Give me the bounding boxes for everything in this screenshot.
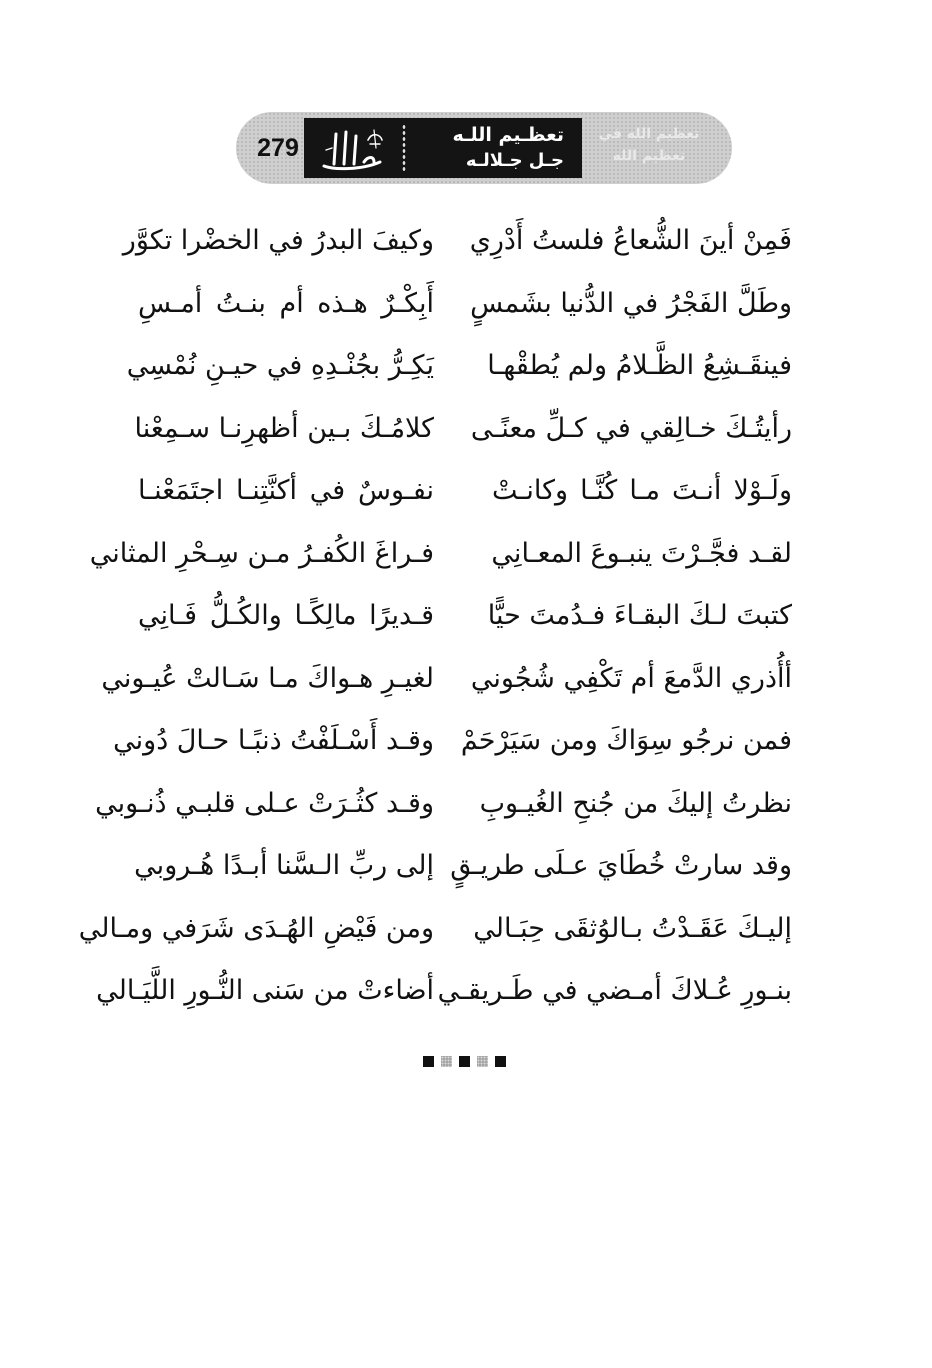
verse-second-hemistich: لغيـرِ هـواكَ مـا سَـالتْ عُيـوني — [101, 662, 434, 694]
verse-second-hemistich: كلامُـكَ بـين أظهرِنـا سـمِعْنا — [134, 412, 434, 444]
verse-first-hemistich: ولَـوْلا أنـتَ مـا كُنَّـا وكانـتْ — [492, 475, 792, 506]
verse-second-hemistich: أضاءتْ من سَنى النُّـورِ اللَّيَـالي — [96, 975, 434, 1006]
verse-first-hemistich: وقد سارتْ خُطَايَ عـلَى طريـقٍ — [450, 850, 792, 881]
verse-second-hemistich: إلى ربِّ الـسَّنا أبـدًا هُـروبي — [134, 850, 434, 881]
verse-second-hemistich: وكيفَ البدرُ في الخضْرا تكوَّر — [122, 225, 434, 256]
verse-row — [0, 523, 932, 586]
verse-first-hemistich: وطَلَّ الفَجْرُ في الدُّنيا بشَمسٍ — [470, 287, 792, 319]
verse-first-hemistich: إليـكَ عَقَـدْتُ بـالوُثقَى حِبَـالي — [473, 912, 792, 944]
verse-second-hemistich: قـديرًا مالِكًـا والكُـلُّ فَـانِي — [138, 600, 434, 631]
verse-first-hemistich: فينقَـشِعُ الظَّـلامُ ولم يُطقْهـا — [487, 350, 792, 381]
page-header — [236, 112, 732, 184]
ornament-square-light — [477, 1056, 488, 1067]
verse-row — [0, 273, 932, 336]
ornament-square-light — [441, 1056, 452, 1067]
verse-row — [0, 398, 932, 461]
verse-row — [0, 460, 932, 523]
verse-row — [0, 335, 932, 398]
book-title-line-2: جـل جـلالـه — [465, 150, 564, 171]
book-title-line-1: تعظـيم اللـه — [452, 124, 564, 146]
verse-row — [0, 648, 932, 711]
ornament-square-dark — [495, 1056, 506, 1067]
footer-ornament — [423, 1056, 506, 1067]
verse-first-hemistich: نظرتُ إليكَ من جُنحِ الغُيـوبِ — [479, 787, 792, 819]
verse-first-hemistich: أأُذري الدَّمعَ أم تَكْفِي شُجُوني — [470, 662, 792, 694]
ornament-square-dark — [459, 1056, 470, 1067]
verse-first-hemistich: فمن نرجُو سِوَاكَ ومن سَيَرْحَمْ — [460, 725, 792, 756]
verse-first-hemistich: فَمِنْ أينَ الشُّعاعُ فلستُ أَدْرِي — [469, 225, 792, 256]
page-number: 279 — [257, 134, 299, 162]
verse-second-hemistich: فـراغَ الكُفـرُ مـن سِـحْرِ المثاني — [89, 537, 434, 569]
verse-second-hemistich: يَكِـرُّ بجُنْـدِهِ في حيـنِ نُمْسِي — [126, 350, 434, 381]
verse-row — [0, 835, 932, 898]
verse-second-hemistich: نفـوسٌ في أكنَّتِنـا اجتَمَعْنـا — [138, 475, 434, 506]
verse-second-hemistich: ومن فَيْضِ الهُـدَى شَرَفي ومـالي — [78, 912, 434, 944]
verse-row — [0, 898, 932, 961]
verse-row — [0, 210, 932, 273]
faded-series-label-1: تعظيم الله في — [598, 126, 700, 142]
verse-first-hemistich: كتبتَ لـكَ البقـاءَ فـدُمتَ حيًّا — [487, 600, 792, 631]
allah-calligraphy-icon — [304, 118, 400, 178]
poem — [0, 210, 932, 1023]
faded-series-label-2: تعظيم الله — [612, 148, 686, 164]
verse-second-hemistich: أَبِكْـرٌ هـذه أم بنـتُ أمـسِ — [138, 287, 434, 319]
ornament-square-dark — [423, 1056, 434, 1067]
verse-row — [0, 773, 932, 836]
verse-second-hemistich: وقـد كثُـرَتْ عـلى قلبـي ذُنـوبي — [95, 787, 434, 819]
verse-first-hemistich: لقـد فجَّـرْتَ ينبـوعَ المعـانِي — [491, 537, 792, 569]
verse-row — [0, 710, 932, 773]
verse-row — [0, 585, 932, 648]
verse-first-hemistich: بنـورِ عُـلاكَ أمـضي في طَـريقـي — [437, 975, 792, 1006]
verse-first-hemistich: رأيتُـكَ خـالِقي في كـلِّ معنًـى — [470, 412, 792, 444]
header-title-band — [304, 118, 582, 178]
verse-second-hemistich: وقـد أَسْـلَفْتُ ذنبًـا حـالَ دُوني — [113, 725, 434, 756]
verse-row — [0, 960, 932, 1023]
